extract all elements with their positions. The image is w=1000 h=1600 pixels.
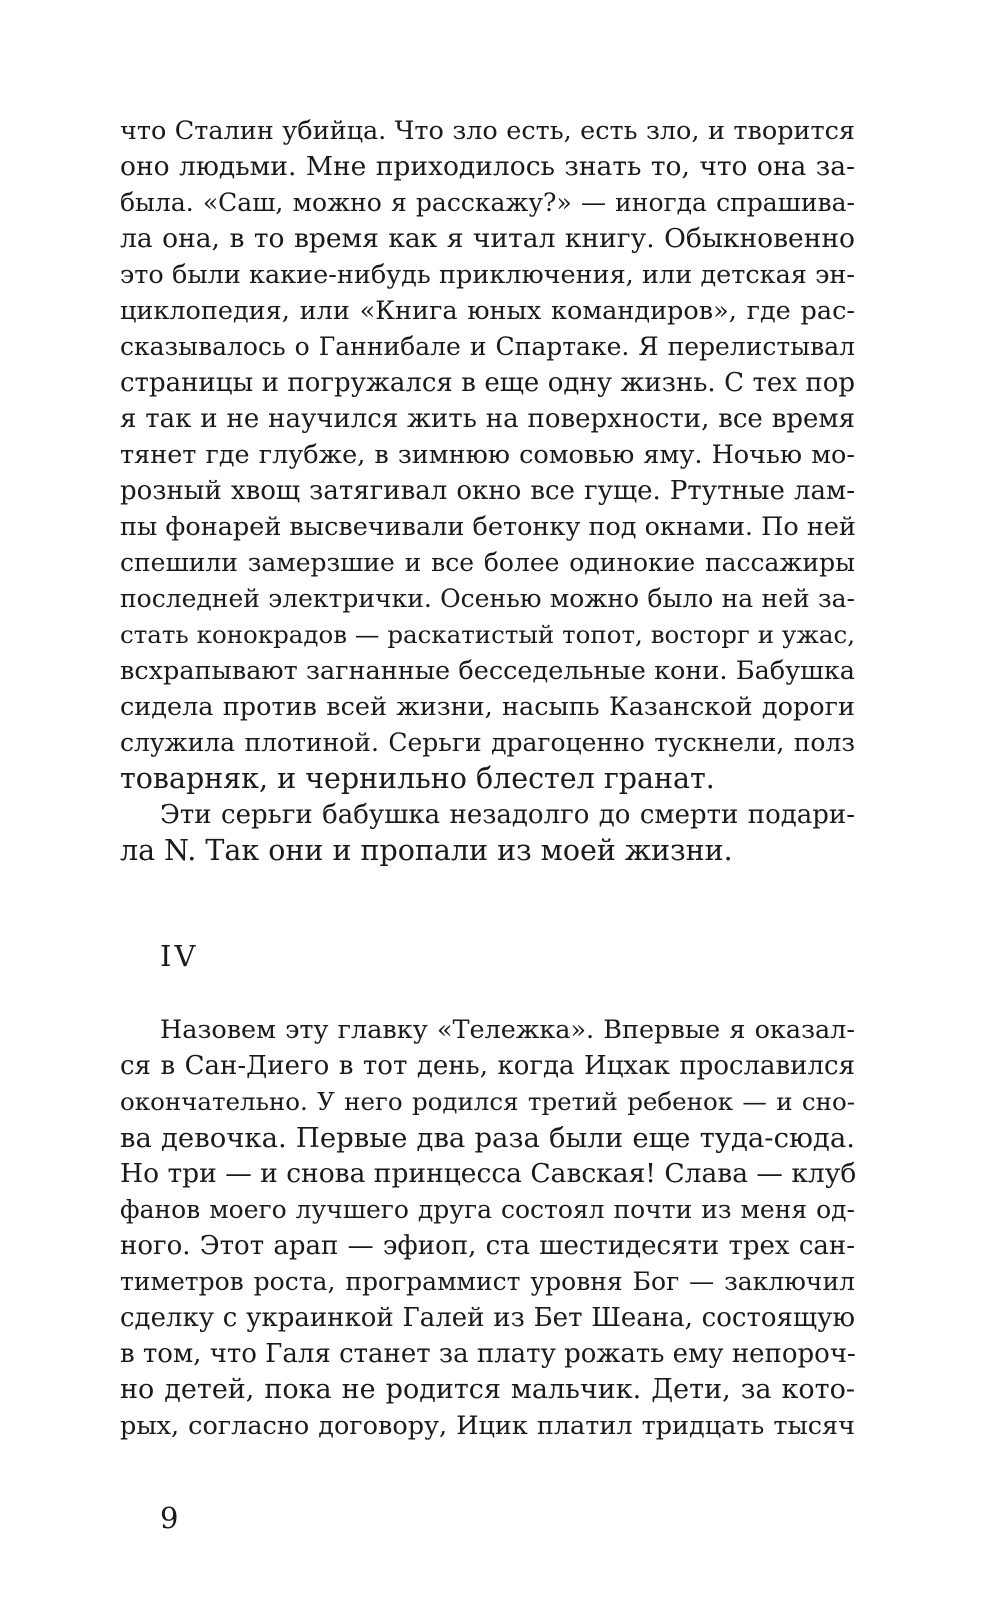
text-line: последней электрички. Осенью можно было на ней за- (120, 584, 855, 613)
text-line: тянет где глубже, в зимнюю сомовью яму. Ночью мо- (120, 440, 855, 470)
text-line: оно людьми. Мне приходилось знать то, что она за- (120, 151, 855, 182)
text-line: ного. Этот арап — эфиоп, ста шестидесяти трех сан- (120, 1231, 855, 1261)
text-line: была. «Саш, можно я расскажу?» — иногда спрашива- (120, 188, 855, 217)
text-line: спешили замерзшие и все более одинокие пассажиры (120, 548, 855, 577)
text-line: но детей, пока не родится мальчик. Дети, за кото- (120, 1374, 855, 1405)
text-line: сказывалось о Ганнибале и Спартаке. Я перелистывал (120, 332, 855, 361)
text-line: ва девочка. Первые два раза были еще туда-сюда. (120, 1122, 855, 1154)
text-line: это были какие-нибудь приключения, или детская эн- (120, 260, 855, 290)
text-line: ла она, в то время как я читал книгу. Обыкновенно (120, 223, 855, 254)
text-line: сделку с украинкой Галей из Бет Шеана, состоящую (120, 1303, 855, 1333)
text-line: розный хвощ затягивал окно все гуще. Ртутные лам- (120, 476, 855, 506)
text-line: фанов моего лучшего друга состоял почти из меня од- (120, 1195, 855, 1224)
text-line: стать конокрадов — раскатистый топот, восторг и ужас, (120, 620, 855, 649)
text-line: Эти серьги бабушка незадолго до смерти подари- (160, 800, 855, 830)
text-line: Но три — и снова принцесса Савская! Слава — клуб (120, 1158, 857, 1189)
text-line: я так и не научился жить на поверхности, все время (120, 404, 855, 434)
text-line: служила плотиной. Серьги драгоценно тускнели, полз (120, 728, 855, 757)
text-line: в том, что Галя станет за плату рожать ему непороч- (120, 1339, 856, 1369)
text-line: ла N. Так они и пропали из моей жизни. (120, 834, 733, 867)
text-line: что Сталин убийца. Что зло есть, есть зло, и творится (120, 116, 855, 146)
text-line: всхрапывают загнанные бесседельные кони. Бабушка (120, 656, 855, 686)
page-number: 9 (160, 1501, 179, 1535)
text-line: страницы и погружался в еще одну жизнь. С тех пор (120, 368, 855, 398)
text-line: циклопедия, или «Книга юных командиров», где рас- (120, 296, 855, 326)
text-line: товарняк, и чернильно блестел гранат. (120, 762, 715, 795)
text-line: окончательно. У него родился третий ребенок — и сно- (120, 1087, 855, 1116)
text-line: рых, согласно договору, Ицик платил тридцать тысяч (120, 1411, 855, 1441)
chapter-heading: IV (160, 939, 199, 973)
text-line: Назовем эту главку «Тележка». Впервые я оказал- (160, 1015, 855, 1045)
text-line: пы фонарей высвечивали бетонку под окнами. По ней (120, 512, 856, 542)
text-line: сидела против всей жизни, насыпь Казанской дороги (120, 692, 855, 722)
text-line: ся в Сан-Диего в тот день, когда Ицхак прославился (120, 1051, 855, 1081)
text-line: тиметров роста, программист уровня Бог — заключил (120, 1267, 855, 1296)
